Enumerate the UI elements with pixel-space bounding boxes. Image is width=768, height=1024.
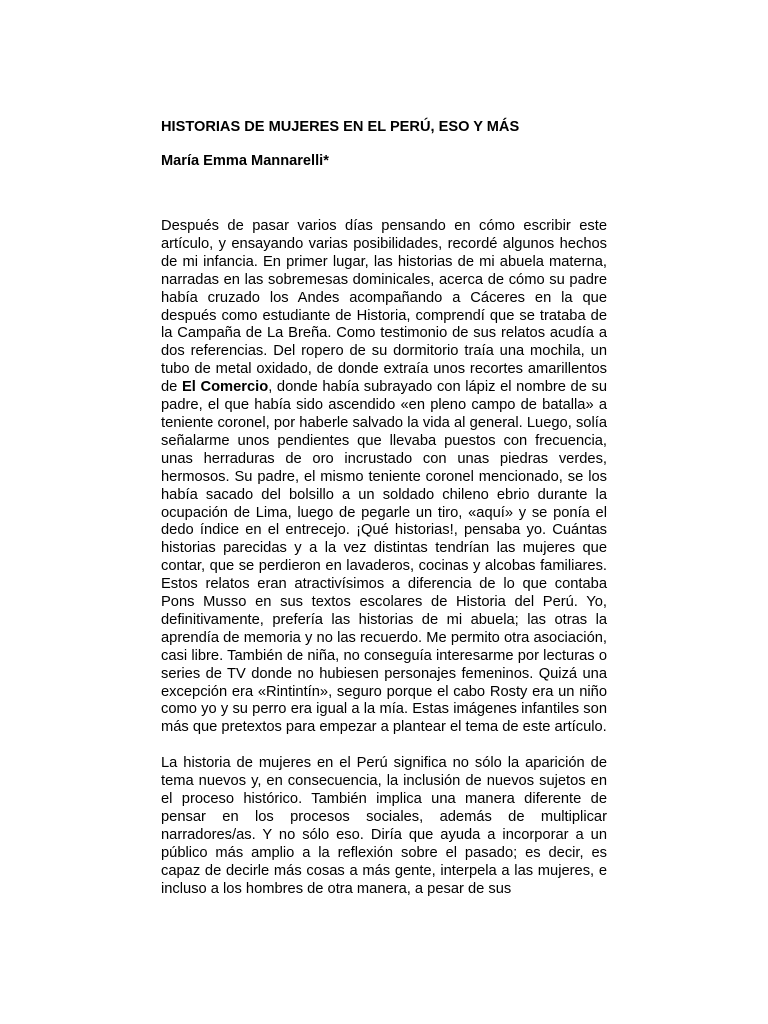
paragraph-1-text-b: , donde había subrayado con lápiz el nombre de su padre, el que había sido ascendido «en pleno campo de batalla» a teniente coronel, por haberle salvado la vida al general. Luego, solía señalarme unos pendientes que llevaba puestos con frecuencia, unas herraduras de oro incrustado con unas piedras verdes, hermosos. Su padre, el mismo teniente coronel mencionado, se los había sacado del bolsillo a un soldado chileno ebrio durante la ocupación de Lima, luego de pegarle un tiro, «aquí» y se ponía el dedo índice en el entrecejo. ¡Qué historias!, pensaba yo. Cuántas historias parecidas y a la vez distintas tendrían las mujeres que contar, que se perdieron en lavaderos, cocinas y alcobas familiares. Estos relatos eran atractivísimos a diferencia de lo que contaba Pons Musso en sus textos escolares de Historia del Perú. Yo, definitivamente, prefería las historias de mi abuela; las otras la aprendía de memoria y no las recuerdo. Me permito otra asociación, casi libre. También de niña, no conseguía interesarme por lecturas o series de TV donde no hubiesen personajes femeninos. Quizá una excepción era «Rintintín», seguro porque el cabo Rosty era un niño como yo y su perro era igual a la mía. Estas imágenes infantiles son más que pretextos para empezar a plantear el tema de este artículo. <box>161 379 608 736</box>
article-author: María Emma Mannarelli* <box>161 153 329 169</box>
article-title: HISTORIAS DE MUJERES EN EL PERÚ, ESO Y MÁS <box>161 119 520 135</box>
paragraph-2: La historia de mujeres en el Perú significa no sólo la aparición de tema nuevos y, en consecuencia, la inclusión de nuevos sujetos en el proceso histórico. También implica una manera diferente de pensar en los procesos sociales, además de multiplicar narradores/as. Y no sólo eso. Diría que ayuda a incorporar a un público más amplio a la reflexión sobre el pasado; es decir, es capaz de decirle más cosas a más gente, interpela a las mujeres, e incluso a los hombres de otra manera, a pesar de sus <box>161 755 607 897</box>
paragraph-1-text-a: Después de pasar varios días pensando en cómo escribir este artículo, y ensayando varias posibilidades, recordé algunos hechos de mi infancia. En primer lugar, las historias de mi abuela materna, narradas en las sobremesas dominicales, acerca de cómo su padre había cruzado los Andes acompañando a Cáceres en la que después como estudiante de Historia, comprendí que se trataba de la Campaña de La Breña. Como testimonio de sus relatos acudía a dos referencias. Del ropero de su dormitorio traía una mochila, un tubo de metal oxidado, de donde extraía unos recortes amarillentos de <box>161 218 607 396</box>
article-body <box>161 218 607 898</box>
newspaper-name: El Comercio <box>181 379 269 396</box>
paragraph-1 <box>161 218 607 737</box>
